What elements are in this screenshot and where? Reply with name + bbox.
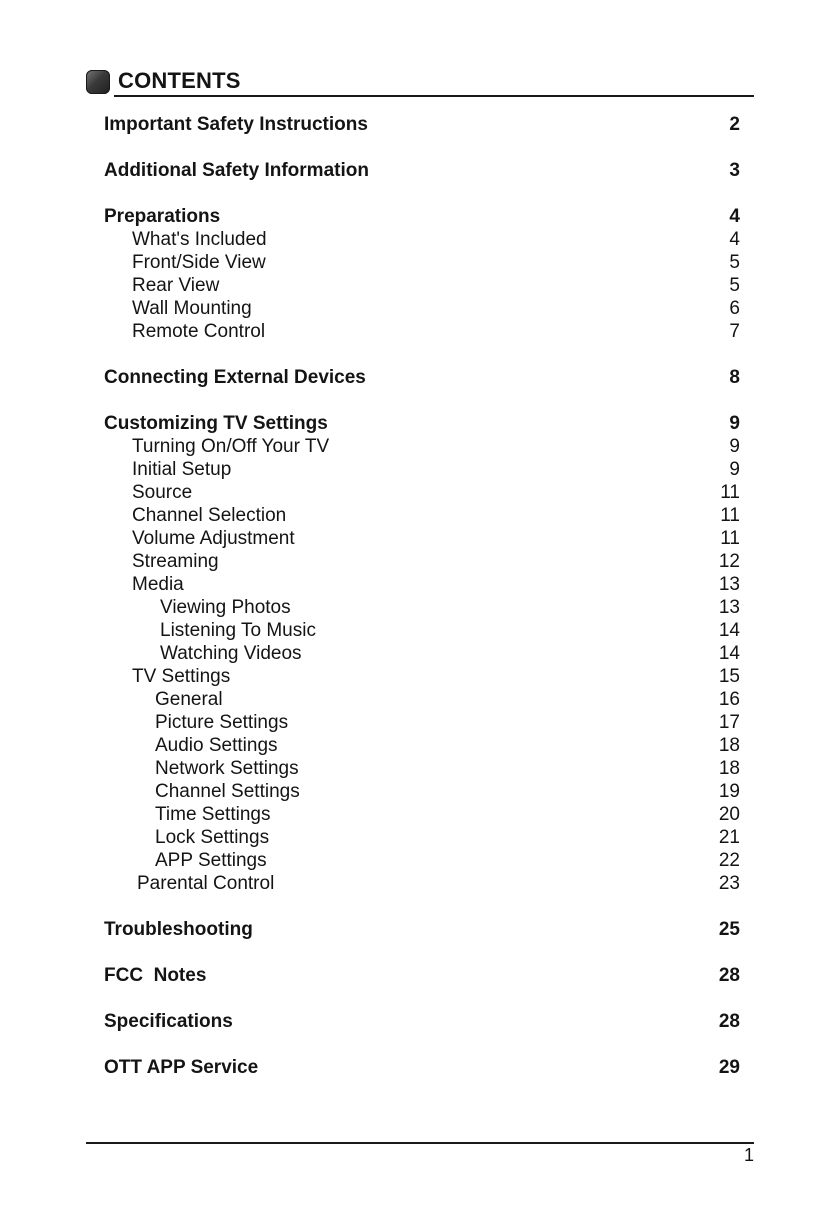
toc-entry-title: Source	[132, 482, 193, 503]
toc-entry-time-settings[interactable]	[104, 803, 740, 826]
toc-entry-audio-settings[interactable]	[104, 734, 740, 757]
toc-entry-channel-selection[interactable]	[104, 504, 740, 527]
toc-entry-picture-settings[interactable]	[104, 711, 740, 734]
toc-entry-source[interactable]	[104, 481, 740, 504]
toc-entry-connecting-external-devices[interactable]	[104, 366, 740, 389]
toc-entry-page: 2	[729, 114, 740, 135]
toc-entry-troubleshooting[interactable]	[104, 918, 740, 941]
toc-entry-title: Important Safety Instructions	[104, 114, 368, 135]
toc-entry-title: Picture Settings	[155, 712, 289, 733]
toc-entry-ott-app-service[interactable]	[104, 1056, 740, 1079]
toc-entry-page: 18	[718, 735, 740, 756]
toc-entry-rear-view[interactable]	[104, 274, 740, 297]
toc-entry-title: Additional Safety Information	[104, 160, 369, 181]
toc-entry-title: General	[155, 689, 223, 710]
toc-entry-parental-control[interactable]	[104, 872, 740, 895]
toc-entry-front-side-view[interactable]	[104, 251, 740, 274]
toc-entry-network-settings[interactable]	[104, 757, 740, 780]
toc-entry-page: 16	[718, 689, 740, 710]
toc-entry-title: Parental Control	[137, 873, 275, 894]
toc-entry-title: Network Settings	[155, 758, 299, 779]
toc-entry-title: Turning On/Off Your TV	[132, 436, 330, 457]
toc-entry-additional-safety-information[interactable]	[104, 159, 740, 182]
toc-entry-streaming[interactable]	[104, 550, 740, 573]
toc-entry-title: Listening To Music	[160, 620, 316, 641]
toc-entry-title: Watching Videos	[160, 643, 302, 664]
toc-entry-title: Rear View	[132, 275, 220, 296]
toc-entry-page: 14	[718, 643, 740, 664]
toc-entry-lock-settings[interactable]	[104, 826, 740, 849]
toc-entry-page: 23	[718, 873, 740, 894]
toc-entry-page: 19	[718, 781, 740, 802]
toc-entry-app-settings[interactable]	[104, 849, 740, 872]
toc-entry-page: 12	[718, 551, 740, 572]
toc-entry-volume-adjustment[interactable]	[104, 527, 740, 550]
toc-entry-page: 11	[720, 482, 740, 503]
toc-entry-fcc-notes[interactable]	[104, 964, 740, 987]
page-number: 1	[744, 1145, 755, 1165]
toc-entry-media[interactable]	[104, 573, 740, 596]
toc-entry-specifications[interactable]	[104, 1010, 740, 1033]
toc-entry-page: 22	[718, 850, 740, 871]
toc-entry-title: Wall Mounting	[132, 298, 252, 319]
toc-entry-page: 25	[718, 919, 740, 940]
toc-entry-title: Remote Control	[132, 321, 266, 342]
toc-entry-page: 18	[718, 758, 740, 779]
square-bullet-icon	[86, 70, 110, 94]
toc-entry-title: Troubleshooting	[104, 919, 253, 940]
toc-entry-page: 20	[718, 804, 740, 825]
toc-entry-whats-included[interactable]	[104, 228, 740, 251]
toc-entry-page: 7	[729, 321, 740, 342]
toc-entry-title: Media	[132, 574, 184, 595]
page-title: CONTENTS	[118, 68, 241, 93]
toc-entry-title: FCC Notes	[104, 965, 207, 986]
toc-entry-page: 9	[729, 413, 740, 434]
toc-entry-general[interactable]	[104, 688, 740, 711]
toc-entry-preparations[interactable]	[104, 205, 740, 228]
toc-entry-title: What's Included	[132, 229, 267, 250]
toc-entry-viewing-photos[interactable]	[104, 596, 740, 619]
toc-entry-page: 29	[718, 1057, 740, 1078]
toc-entry-title: Preparations	[104, 206, 221, 227]
toc-entry-important-safety-instructions[interactable]	[104, 113, 740, 136]
toc-entry-page: 14	[718, 620, 740, 641]
header-divider	[114, 95, 754, 97]
toc-entry-title: Audio Settings	[155, 735, 278, 756]
contents-header	[86, 66, 754, 98]
toc-entry-page: 5	[729, 275, 740, 296]
toc-entry-page: 13	[718, 597, 740, 618]
toc-entry-title: Specifications	[104, 1011, 233, 1032]
toc-entry-tv-settings[interactable]	[104, 665, 740, 688]
toc-entry-title: Viewing Photos	[160, 597, 291, 618]
toc-entry-watching-videos[interactable]	[104, 642, 740, 665]
toc-entry-page: 11	[720, 528, 740, 549]
toc-entry-title: Connecting External Devices	[104, 367, 366, 388]
toc-entry-title: Lock Settings	[155, 827, 270, 848]
toc-entry-turning-on-off[interactable]	[104, 435, 740, 458]
toc-entry-page: 21	[718, 827, 740, 848]
toc-entry-title: Time Settings	[155, 804, 271, 825]
toc-entry-page: 13	[718, 574, 740, 595]
toc-entry-page: 17	[718, 712, 740, 733]
toc-entry-title: Channel Settings	[155, 781, 300, 802]
toc-entry-page: 6	[729, 298, 740, 319]
toc-entry-listening-to-music[interactable]	[104, 619, 740, 642]
toc-entry-page: 28	[718, 1011, 740, 1032]
toc-entry-remote-control[interactable]	[104, 320, 740, 343]
toc-entry-initial-setup[interactable]	[104, 458, 740, 481]
toc-entry-title: APP Settings	[155, 850, 267, 871]
toc-entry-title: Streaming	[132, 551, 219, 572]
toc-entry-page: 3	[729, 160, 740, 181]
toc-entry-wall-mounting[interactable]	[104, 297, 740, 320]
toc-entry-page: 4	[729, 229, 740, 250]
toc-entry-page: 8	[729, 367, 740, 388]
toc-entry-title: OTT APP Service	[104, 1057, 259, 1078]
toc-entry-page: 28	[718, 965, 740, 986]
toc-entry-customizing-tv-settings[interactable]	[104, 412, 740, 435]
footer-divider	[86, 1142, 754, 1144]
toc-entry-title: Volume Adjustment	[132, 528, 295, 549]
toc-entry-page: 11	[720, 505, 740, 526]
toc-entry-channel-settings[interactable]	[104, 780, 740, 803]
table-of-contents	[104, 113, 740, 1079]
toc-entry-title: Initial Setup	[132, 459, 232, 480]
toc-entry-title: Customizing TV Settings	[104, 413, 328, 434]
toc-entry-page: 5	[729, 252, 740, 273]
toc-entry-page: 4	[729, 206, 740, 227]
toc-entry-page: 9	[729, 436, 740, 457]
toc-entry-title: TV Settings	[132, 666, 231, 687]
toc-entry-page: 9	[729, 459, 740, 480]
toc-entry-title: Front/Side View	[132, 252, 266, 273]
toc-entry-title: Channel Selection	[132, 505, 287, 526]
toc-entry-page: 15	[718, 666, 740, 687]
